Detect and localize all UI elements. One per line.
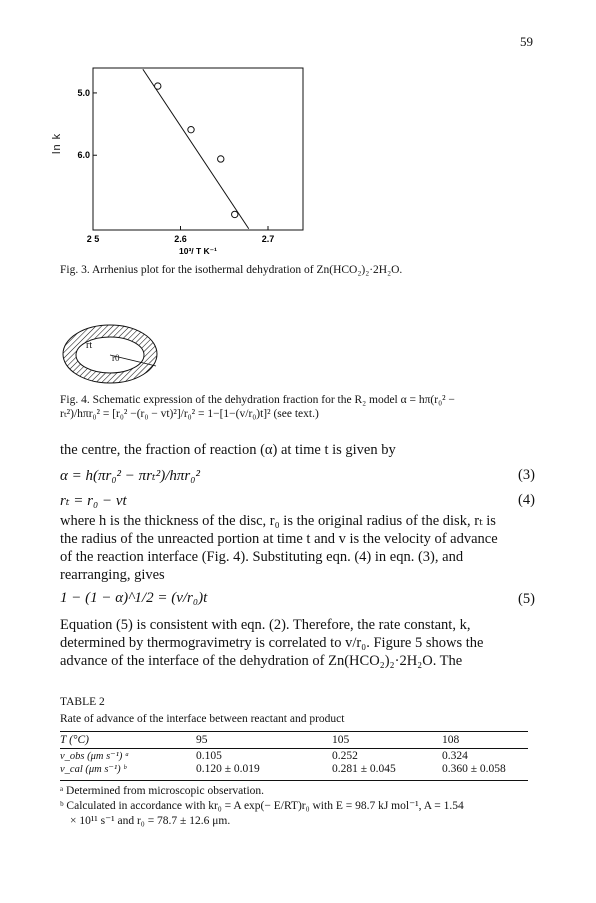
- table-footnote-b-line-1: ᵇ Calculated in accordance with kr₀ = A exp(− E/RT)r₀ with E = 98.7 kJ mol⁻¹, A = 1.54: [60, 800, 464, 812]
- equation-4: rₜ = r₀ − vt: [60, 493, 127, 509]
- cell: 0.324: [442, 749, 468, 762]
- paragraph-1-line-4: rearranging, gives: [60, 567, 165, 583]
- paragraph-1-line-2: the radius of the unreacted portion at time t and v is the velocity of advance: [60, 531, 498, 547]
- label-r0: r0: [112, 353, 120, 363]
- y-tick-label: 5.0: [77, 87, 90, 98]
- table-2-title: TABLE 2: [60, 696, 105, 708]
- disc-schematic: [60, 322, 160, 387]
- figure-4: [60, 322, 160, 387]
- cell: 0.120 ± 0.019: [196, 762, 260, 775]
- y-axis-label: ln k: [51, 132, 63, 154]
- table-top-rule: [60, 731, 528, 732]
- header-105: 105: [332, 733, 350, 746]
- page-number: 59: [520, 34, 533, 49]
- paragraph-1-line-1: where h is the thickness of the disc, r₀ is the original radius of the disk, rₜ is: [60, 513, 496, 529]
- data-point: [218, 156, 224, 162]
- x-tick-label: 2.6: [174, 234, 187, 244]
- x-axis-label: 10³/ T K⁻¹: [178, 246, 218, 256]
- table-bottom-rule: [60, 780, 528, 781]
- data-point: [155, 83, 161, 89]
- figure-4-caption-line-2: rₜ²)/hπr₀² = [r₀² −(r₀ − vt)²]/r₀² = 1−[1−(v/r₀)t]² (see text.): [60, 408, 319, 420]
- cell: 0.360 ± 0.058: [442, 762, 506, 775]
- data-table: [60, 733, 528, 746]
- header-temperature: T (°C): [60, 733, 89, 746]
- cell: 0.281 ± 0.045: [332, 762, 396, 775]
- x-tick-label: 2.7: [261, 234, 275, 244]
- equation-3-number: (3): [518, 467, 535, 483]
- row-label-vcal: v_cal (μm s⁻¹) ᵇ: [60, 763, 127, 775]
- cell: 0.105: [196, 749, 222, 762]
- x-tick-label: 2 5: [86, 234, 100, 244]
- table-2-subtitle: Rate of advance of the interface between reactant and product: [60, 713, 345, 725]
- arrhenius-plot: [55, 60, 315, 260]
- header-95: 95: [196, 733, 208, 746]
- figure-3-caption: Fig. 3. Arrhenius plot for the isothermal dehydration of Zn(HCO₂)₂·2H₂O.: [60, 264, 403, 276]
- row-label-vobs: v_obs (μm s⁻¹) ᵃ: [60, 750, 130, 762]
- equation-4-number: (4): [518, 492, 535, 508]
- table-header-row: [60, 733, 528, 746]
- figure-4-caption-line-1: Fig. 4. Schematic expression of the dehydration fraction for the R₂ model α = hπ(r₀² −: [60, 394, 455, 406]
- data-point: [188, 126, 194, 132]
- data-point: [232, 211, 238, 217]
- table-row: [60, 749, 528, 762]
- label-rt: rt: [86, 340, 93, 351]
- body-line-1: the centre, the fraction of reaction (α) at time t is given by: [60, 442, 396, 458]
- paragraph-1-line-3: of the reaction interface (Fig. 4). Substituting eqn. (4) in eqn. (3), and: [60, 549, 464, 565]
- y-tick-label: 6.0: [77, 150, 90, 161]
- figure-3: [55, 60, 315, 260]
- equation-5-number: (5): [518, 591, 535, 607]
- plot-frame: [93, 68, 303, 230]
- fit-line: [143, 69, 249, 229]
- paragraph-2-line-1: Equation (5) is consistent with eqn. (2). Therefore, the rate constant, k,: [60, 617, 471, 633]
- table-body: [60, 749, 528, 775]
- cell: 0.252: [332, 749, 358, 762]
- equation-5: 1 − (1 − α)^1/2 = (v/r₀)t: [60, 590, 208, 606]
- table-row: [60, 762, 528, 775]
- table-footnote-a: ᵃ Determined from microscopic observation.: [60, 785, 265, 797]
- header-108: 108: [442, 733, 460, 746]
- table-footnote-b-line-2: × 10¹¹ s⁻¹ and r₀ = 78.7 ± 12.6 μm.: [70, 815, 231, 827]
- equation-3: α = h(πr₀² − πrₜ²)/hπr₀²: [60, 468, 200, 484]
- paragraph-2-line-3: advance of the interface of the dehydration of Zn(HCO₂)₂·2H₂O. The: [60, 653, 463, 669]
- table-body-rows: [60, 749, 528, 775]
- table-2: [60, 733, 528, 746]
- paragraph-2-line-2: determined by thermogravimetry is correlated to v/r₀. Figure 5 shows the: [60, 635, 484, 651]
